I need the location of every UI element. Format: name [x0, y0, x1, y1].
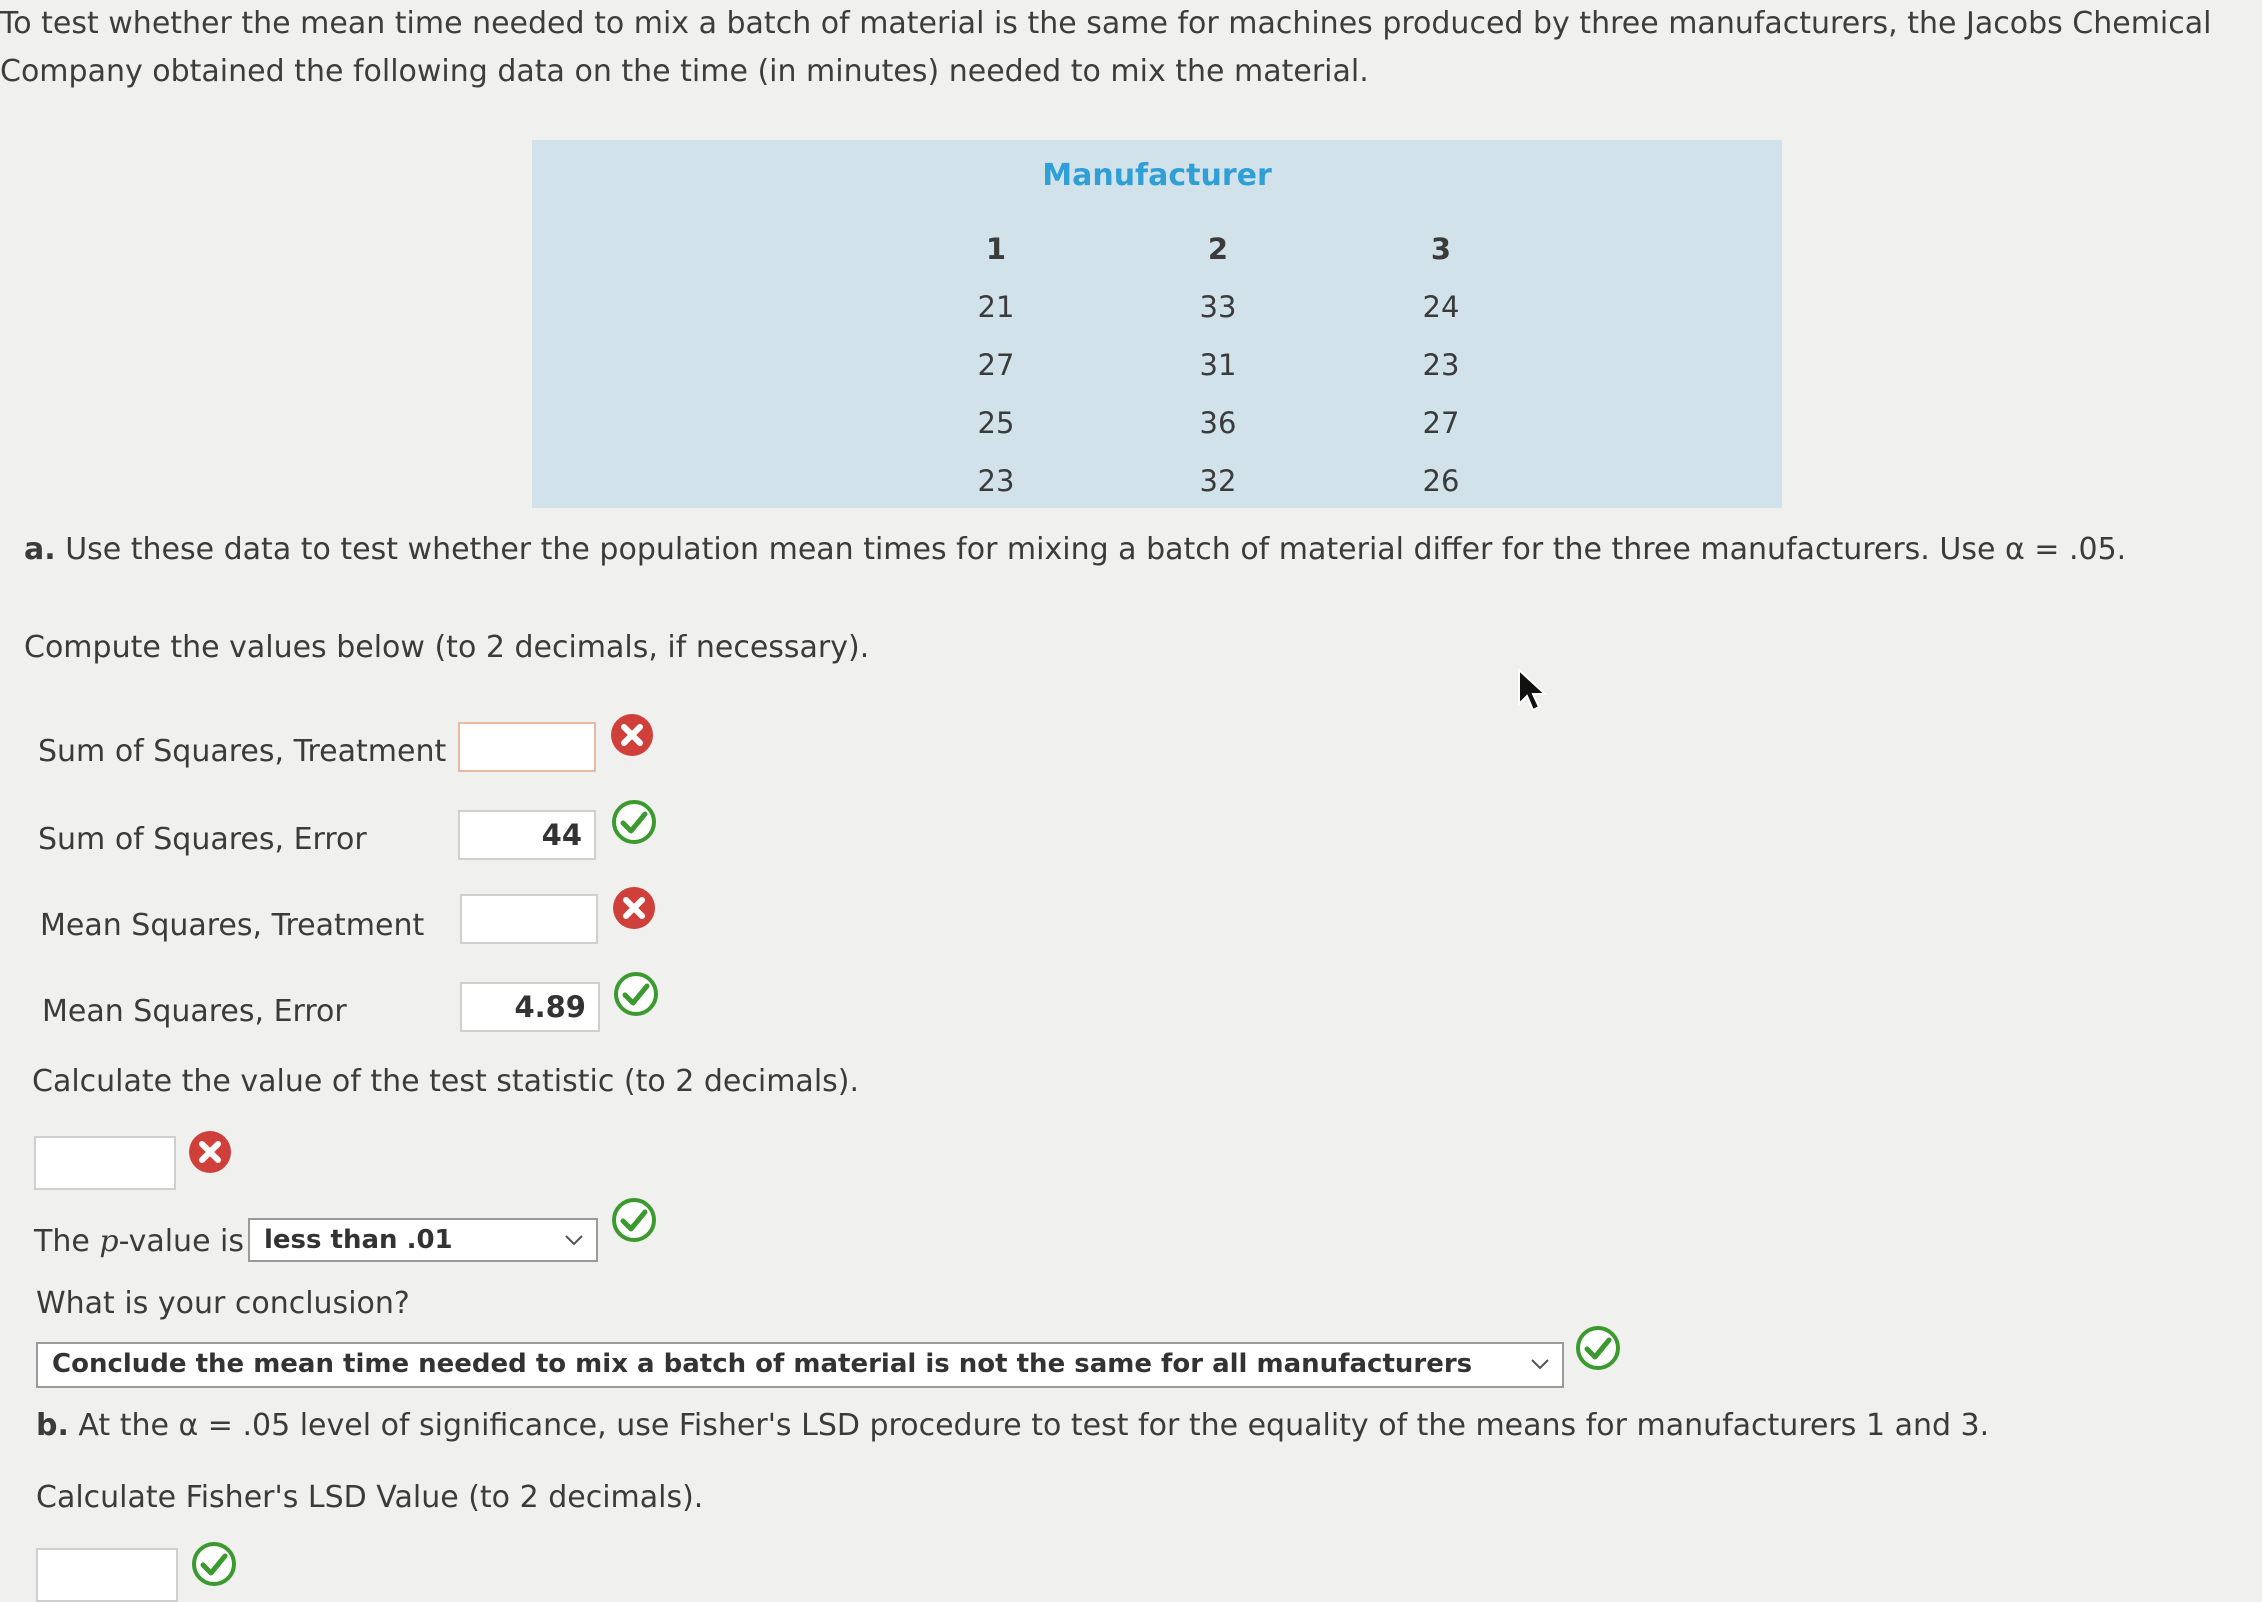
- part-a-label: a.: [24, 532, 56, 567]
- ss-treatment-label: Sum of Squares, Treatment: [38, 734, 447, 769]
- conclusion-question: What is your conclusion?: [36, 1286, 410, 1321]
- table-cell: 27: [1422, 406, 1460, 440]
- part-b-text: At the α = .05 level of significance, use Fisher's LSD procedure to test for the equality of the means for manufacturers 1 and 3.: [78, 1408, 1990, 1443]
- chevron-down-icon: [562, 1228, 586, 1252]
- ms-error-input[interactable]: 4.89: [460, 982, 600, 1032]
- pvalue-select[interactable]: [248, 1218, 598, 1262]
- column-header: 2: [1207, 232, 1229, 266]
- pvalue-suffix: -value is: [118, 1224, 245, 1259]
- table-cell: 32: [1199, 464, 1237, 498]
- chevron-down-icon: [1528, 1352, 1552, 1376]
- table-cell: 36: [1199, 406, 1237, 440]
- table-cell: 27: [977, 348, 1015, 382]
- ms-treatment-input[interactable]: [460, 894, 598, 944]
- test-statistic-input[interactable]: [34, 1136, 176, 1190]
- lsd-instruction: Calculate Fisher's LSD Value (to 2 decimals).: [36, 1480, 704, 1515]
- table-header: Manufacturer: [1042, 158, 1272, 193]
- conclusion-select[interactable]: [36, 1342, 1564, 1388]
- ss-error-label: Sum of Squares, Error: [38, 822, 367, 857]
- part-a-question: [24, 528, 2224, 572]
- column-manufacturer-2: [1158, 220, 1278, 510]
- pvalue-selected: less than .01: [264, 1225, 453, 1255]
- pvalue-p: p: [99, 1224, 119, 1259]
- test-stat-instruction: Calculate the value of the test statistic (to 2 decimals).: [32, 1064, 860, 1099]
- ss-error-input[interactable]: 44: [458, 810, 596, 860]
- table-cell: 21: [977, 290, 1015, 324]
- table-cell: 26: [1422, 464, 1460, 498]
- incorrect-icon: [608, 711, 656, 759]
- column-header: 1: [985, 232, 1007, 266]
- column-manufacturer-3: [1381, 220, 1501, 510]
- ms-error-label: Mean Squares, Error: [42, 994, 347, 1029]
- compute-instruction: Compute the values below (to 2 decimals, if necessary).: [24, 630, 870, 665]
- pvalue-label: [34, 1220, 244, 1264]
- mouse-cursor-icon: [1516, 668, 1550, 714]
- correct-icon: [610, 798, 658, 846]
- correct-icon: [1574, 1324, 1622, 1372]
- pvalue-prefix: The: [34, 1224, 90, 1259]
- part-b-label: b.: [36, 1408, 69, 1443]
- correct-icon: [612, 970, 660, 1018]
- lsd-value-input[interactable]: [36, 1548, 178, 1602]
- table-cell: 23: [977, 464, 1015, 498]
- problem-intro: To test whether the mean time needed to mix a batch of material is the same for machines produced by three manufacturers, the Jacobs Chemical Company obtained the following data on the time (in minutes) needed to mix the material.: [0, 6, 2212, 89]
- column-header: 3: [1430, 232, 1452, 266]
- incorrect-icon: [186, 1128, 234, 1176]
- ms-treatment-label: Mean Squares, Treatment: [40, 908, 425, 943]
- ss-treatment-input[interactable]: [458, 722, 596, 772]
- correct-icon: [190, 1540, 238, 1588]
- conclusion-selected: Conclude the mean time needed to mix a batch of material is not the same for all manufacturers: [52, 1349, 1473, 1379]
- incorrect-icon: [610, 884, 658, 932]
- data-table: [532, 140, 1782, 508]
- table-cell: 33: [1199, 290, 1237, 324]
- part-b-question: [36, 1404, 2236, 1448]
- part-a-text: Use these data to test whether the population mean times for mixing a batch of material differ for the three manufacturers. Use α = .05.: [65, 532, 2127, 567]
- correct-icon: [610, 1196, 658, 1244]
- table-cell: 31: [1199, 348, 1237, 382]
- table-cell: 25: [977, 406, 1015, 440]
- column-manufacturer-1: [936, 220, 1056, 510]
- table-cell: 23: [1422, 348, 1460, 382]
- table-cell: 24: [1422, 290, 1460, 324]
